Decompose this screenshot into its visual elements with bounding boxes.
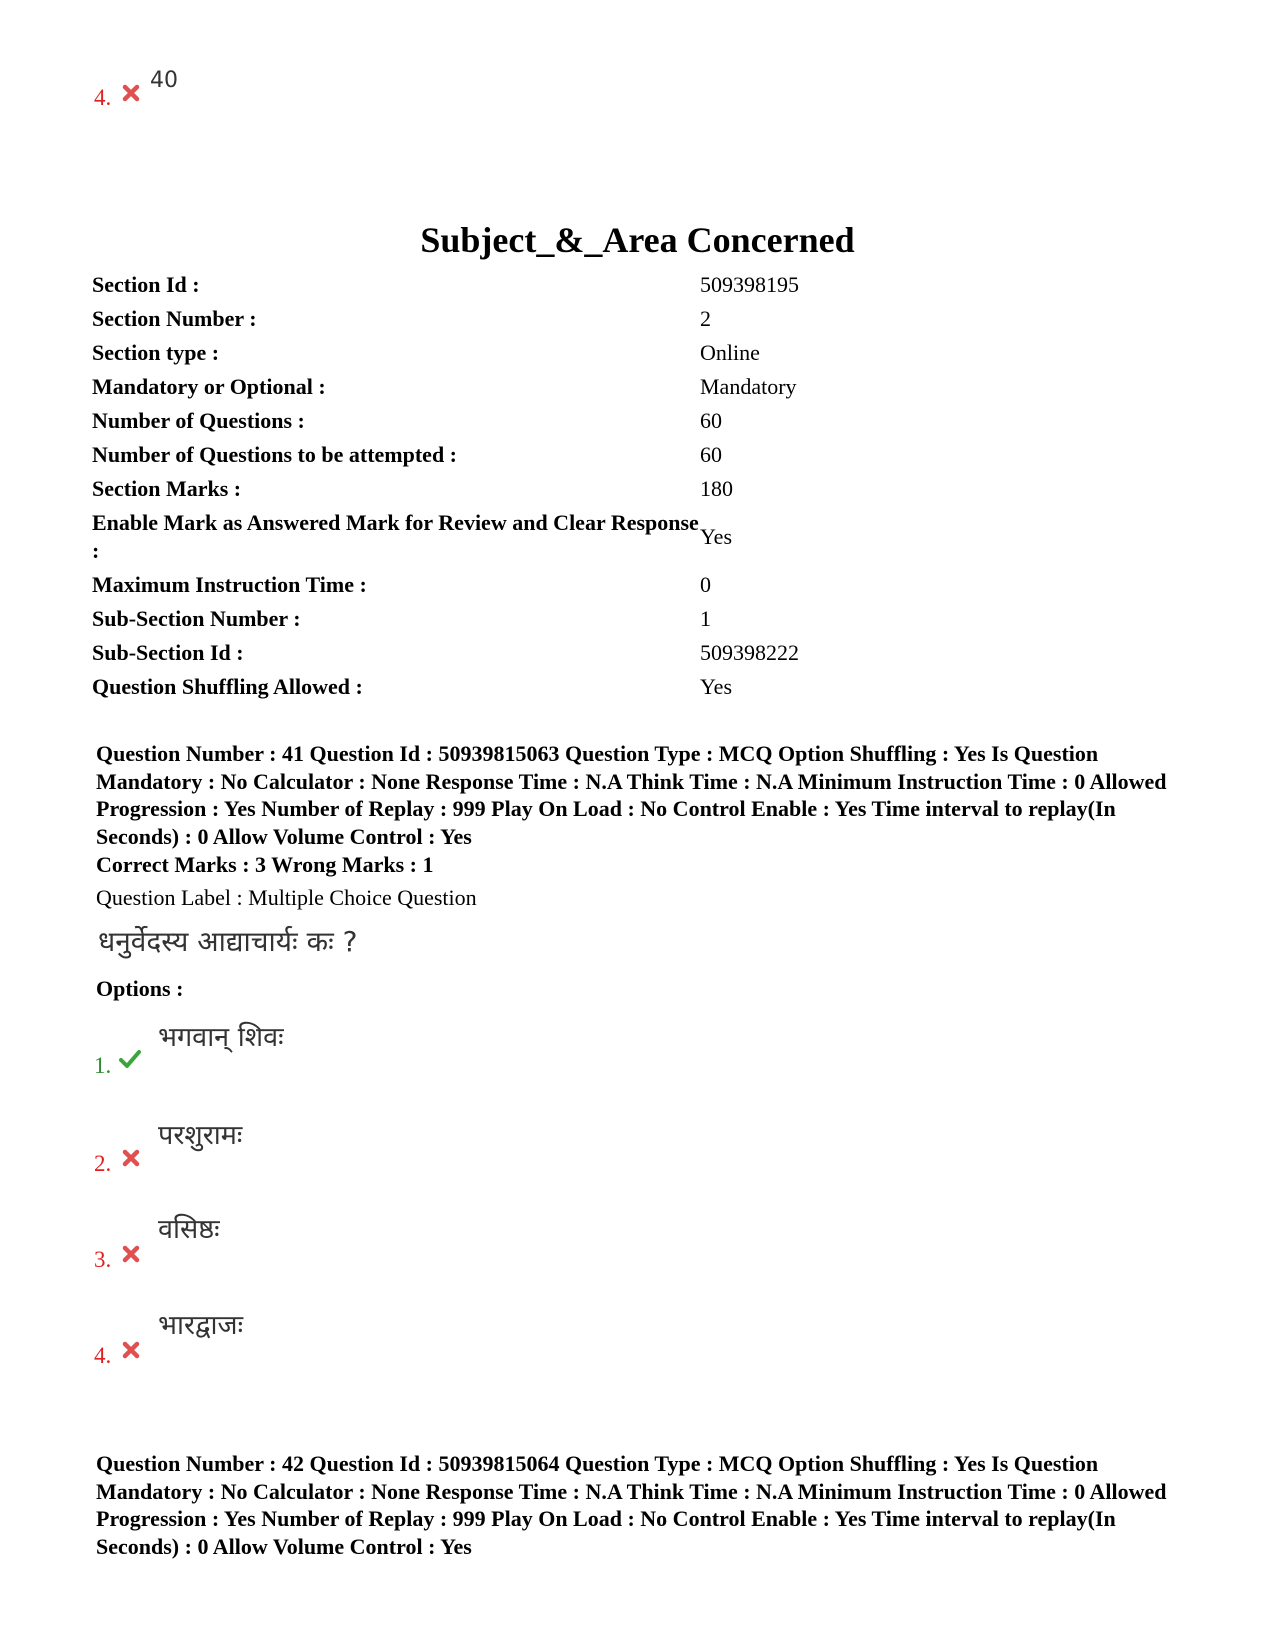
options-label: Options : — [96, 976, 184, 1001]
field-label: Number of Questions : — [92, 408, 305, 433]
field-value: 509398222 — [700, 640, 799, 665]
section-field-row — [92, 506, 1092, 568]
field-value: 2 — [700, 306, 711, 331]
section-field-row — [92, 568, 1092, 602]
field-label: Section Marks : — [92, 476, 242, 501]
correct-check-icon — [119, 1048, 141, 1070]
section-field-row — [92, 336, 1092, 370]
field-value: Online — [700, 340, 760, 365]
field-value: 509398195 — [700, 272, 799, 297]
field-label: Section type : — [92, 340, 220, 365]
question-41-label: Question Label : Multiple Choice Question — [96, 885, 477, 910]
section-field-row — [92, 438, 1092, 472]
wrong-cross-icon — [120, 1339, 142, 1361]
wrong-cross-icon — [120, 1147, 142, 1169]
section-field-row — [92, 472, 1092, 506]
option-number: 4. — [94, 1343, 112, 1368]
section-info-table — [92, 268, 1092, 704]
field-value: Mandatory — [700, 374, 797, 399]
wrong-cross-icon — [120, 1243, 142, 1265]
field-value: Yes — [700, 524, 733, 549]
field-label: Question Shuffling Allowed : — [92, 674, 363, 699]
field-label: Maximum Instruction Time : — [92, 572, 367, 597]
option-number: 4. — [94, 85, 112, 110]
section-field-row — [92, 370, 1092, 404]
field-value: 60 — [700, 442, 722, 467]
section-field-row — [92, 404, 1092, 438]
section-field-row — [92, 670, 1092, 704]
field-value: Yes — [700, 674, 733, 699]
option-number: 3. — [94, 1247, 112, 1272]
option-text: परशुरामः — [158, 1120, 243, 1151]
question-41-header: Question Number : 41 Question Id : 50939815063 Question Type : MCQ Option Shuffling : Yes Is Question Mandatory : No Calculator : None Response Time : N.A Think Time : N.A Minimum Instruction Time : 0 Allowed Progression : Yes Number of Replay : 999 Play On Load : No Control Enable : Yes Time interval to replay(In Seconds) : 0 Allow Volume Control : Yes — [96, 741, 1167, 849]
option-text: 40 — [150, 68, 178, 93]
field-label: Enable Mark as Answered Mark for Review and Clear Response : — [92, 510, 699, 563]
field-label: Mandatory or Optional : — [92, 374, 326, 399]
section-field-row — [92, 602, 1092, 636]
field-label: Number of Questions to be attempted : — [92, 442, 458, 467]
section-title: Subject_&_Area Concerned — [420, 220, 855, 260]
field-label: Sub-Section Id : — [92, 640, 244, 665]
option-text: वसिष्ठः — [158, 1214, 220, 1245]
section-field-row — [92, 268, 1092, 302]
field-label: Sub-Section Number : — [92, 606, 301, 631]
section-field-row — [92, 636, 1092, 670]
wrong-cross-icon — [120, 82, 142, 104]
field-value: 180 — [700, 476, 733, 501]
question-41-text: धनुर्वेदस्य आद्याचार्यः कः ? — [98, 925, 358, 958]
field-value: 0 — [700, 572, 711, 597]
field-value: 1 — [700, 606, 711, 631]
field-label: Section Number : — [92, 306, 257, 331]
section-field-row — [92, 302, 1092, 336]
field-label: Section Id : — [92, 272, 200, 297]
option-text: भारद्वाजः — [158, 1310, 244, 1341]
option-text: भगवान् शिवः — [158, 1022, 284, 1053]
field-value: 60 — [700, 408, 722, 433]
option-number: 1. — [94, 1053, 112, 1078]
option-number: 2. — [94, 1151, 112, 1176]
question-41-marks: Correct Marks : 3 Wrong Marks : 1 — [96, 852, 434, 877]
question-42-header: Question Number : 42 Question Id : 50939815064 Question Type : MCQ Option Shuffling : Yes Is Question Mandatory : No Calculator : None Response Time : N.A Think Time : N.A Minimum Instruction Time : 0 Allowed Progression : Yes Number of Replay : 999 Play On Load : No Control Enable : Yes Time interval to replay(In Seconds) : 0 Allow Volume Control : Yes — [96, 1451, 1167, 1559]
